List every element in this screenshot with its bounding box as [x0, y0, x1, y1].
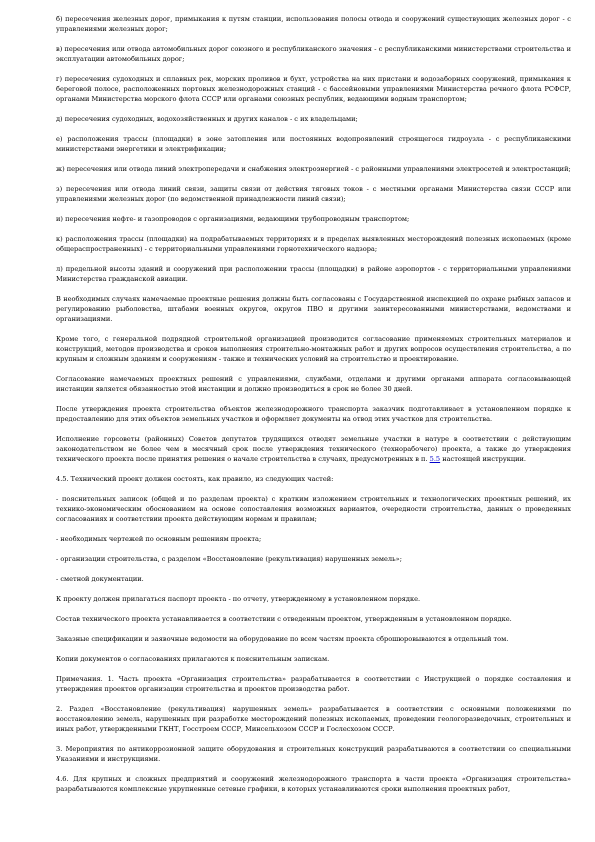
list-item-construction-organization: - организации строительства, с разделом «Восстановление (рекультивация) нарушенных земель»; — [56, 555, 402, 563]
paragraph-k: к) расположения трассы (площадки) на подрабатываемых территориях и в пределах выявленных месторождений полезных ископаемых (кроме общераспространенных) - с территориальными управлениями горнотехнического надзора; — [56, 235, 571, 253]
land-allotment-tail: настоящей инструкции. — [440, 455, 527, 463]
list-item-estimate-documentation: - сметной документации. — [56, 575, 144, 583]
land-allotment-text: Исполнение горсоветы (районных) Советов депутатов трудящихся отводят земельные участки в натуре в соответствии с действующим законодательством не более чем в месячный срок после утверждения технического (технорабочего) проекта, а также до утверждения технического проекта после принятия решения о начале строительства в случаях, предусмотренных в п. — [56, 435, 571, 463]
paragraph-land-allotment — [56, 434, 571, 464]
paragraph-l: л) предельной высоты зданий и сооружений при расположении трассы (площадки) в районе аэропортов - с территориальными управлениями Министерства гражданской авиации. — [56, 265, 571, 283]
list-item-drawings: - необходимых чертежей по основным решениям проекта; — [56, 535, 262, 543]
paragraph-zh: ж) пересечения или отвода линий электропередачи и снабжения электроэнергией - с районными управлениями электросетей и электростанций; — [56, 165, 571, 173]
paragraph-e: е) расположения трассы (площадки) в зоне затопления или постоянных водопроявлений строящегося гидроузла - с республиканскими министерствами энергетики и электрификации; — [56, 135, 571, 153]
paragraph-b: б) пересечения железных дорог, примыкания к путям станции, использования полосы отвода и сооружений существующих железных дорог - с управлениями железных дорог; — [56, 15, 571, 33]
paragraph-i: и) пересечения нефте- и газопроводов с организациями, ведающими трубопроводным транспортом; — [56, 215, 410, 223]
paragraph-z: з) пересечения или отвода линий связи, защиты связи от действия тяговых токов - с местными органами Министерства связи СССР или управлениями железных дорог (по ведомственной принадлежности линий связи); — [56, 185, 571, 203]
paragraph-v: в) пересечения или отвода автомобильных дорог союзного и республиканского значения - с республиканскими министерствами строительства и эксплуатации автомобильных дорог; — [56, 45, 571, 63]
paragraph-approval-deadline: Согласование намечаемых проектных решений с управлениями, службами, отделами и другими органами аппарата согласовывающей инстанции является обязанностью этой инстанции и должно производиться в срок не более 30 дней. — [56, 375, 571, 393]
paragraph-approval-copies: Копии документов о согласованиях прилагаются к пояснительным запискам. — [56, 655, 330, 663]
note-1: Примечания. 1. Часть проекта «Организация строительства» разрабатывается в соответствии с Инструкцией о порядке составления и утверждения проектов организации строительства и проектов производства работ. — [56, 675, 571, 693]
paragraph-4-5-heading: 4.5. Технический проект должен состоять, как правило, из следующих частей: — [56, 475, 334, 483]
list-item-explanatory-notes: - пояснительных записок (общей и по разделам проекта) с кратким изложением строительных и технологических проектных решений, их технико-экономическим обоснованием на основе сопоставления возможных вариантов, очередности строительства, данных о проведенных согласованиях и соответствии проекта действующим нормам и правилам; — [56, 495, 571, 523]
paragraph-contractor-approval: Кроме того, с генеральной подрядной строительной организацией производится согласование применяемых строительных материалов и конструкций, методов производства и сроков выполнения строительно-монтажных работ и других вопросов осуществления строительства, а по крупным и сложным зданиям и сооружениям - также и технических условий на строительство и проектирование. — [56, 335, 571, 363]
paragraph-land-allocation: После утверждения проекта строительства объектов железнодорожного транспорта заказчик подготавливает в установленном порядке к предоставлению для этих объектов земельных участков и оформляет документы на отвод этих участков для строительства. — [56, 405, 571, 423]
paragraph-additional-approvals: В необходимых случаях намечаемые проектные решения должны быть согласованы с Государственной инспекцией по охране рыбных запасов и регулированию рыболовства, штабами военных округов, округов ПВО и другими заинтересованными министерствами, ведомствами и организациями. — [56, 295, 571, 323]
section-5-5-link[interactable]: 5.5 — [429, 455, 441, 463]
note-3: 3. Мероприятия по антикоррозионной защите оборудования и строительных конструкций разрабатываются в соответствии со специальными Указаниями и инструкциями. — [56, 745, 571, 763]
paragraph-g: г) пересечения судоходных и сплавных рек, морских проливов и бухт, устройства на них пристани и водозаборных сооружений, примыкания к береговой полосе, расположенных портовых железнодорожных станций - с бассейновыми управлениями Министерства речного флота РСФСР, органами Министерства морского флота СССР или органами союзных республик, ведающими водным транспортом; — [56, 75, 571, 103]
paragraph-d: д) пересечения судоходных, водохозяйственных и других каналов - с их владельцами; — [56, 115, 358, 123]
note-2: 2. Раздел «Восстановление (рекультивация) нарушенных земель» разрабатывается в соответствии с основными положениями по восстановлению земель, нарушенных при разработке месторождений полезных ископаемых, проведении геологоразведочных, строительных и иных работ, утвержденными ГКНТ, Госстроем СССР, Минсельхозом СССР и Гослесхозом СССР. — [56, 705, 571, 733]
paragraph-specifications: Заказные спецификации и заявочные ведомости на оборудование по всем частям проекта сброшюровываются в отдельный том. — [56, 635, 509, 643]
paragraph-project-composition: Состав технического проекта устанавливается в соответствии с отведенным проектом, утвержденным в установленном порядке. — [56, 615, 512, 623]
paragraph-4-6: 4.6. Для крупных и сложных предприятий и сооружений железнодорожного транспорта в части проекта «Организация строительства» разрабатываются комплексные укрупненные сетевые графики, в которых устанавливаются сроки выполнения проектных работ, — [56, 775, 571, 793]
paragraph-project-passport: К проекту должен прилагаться паспорт проекта - по отчету, утвержденному в установленном порядке. — [56, 595, 421, 603]
